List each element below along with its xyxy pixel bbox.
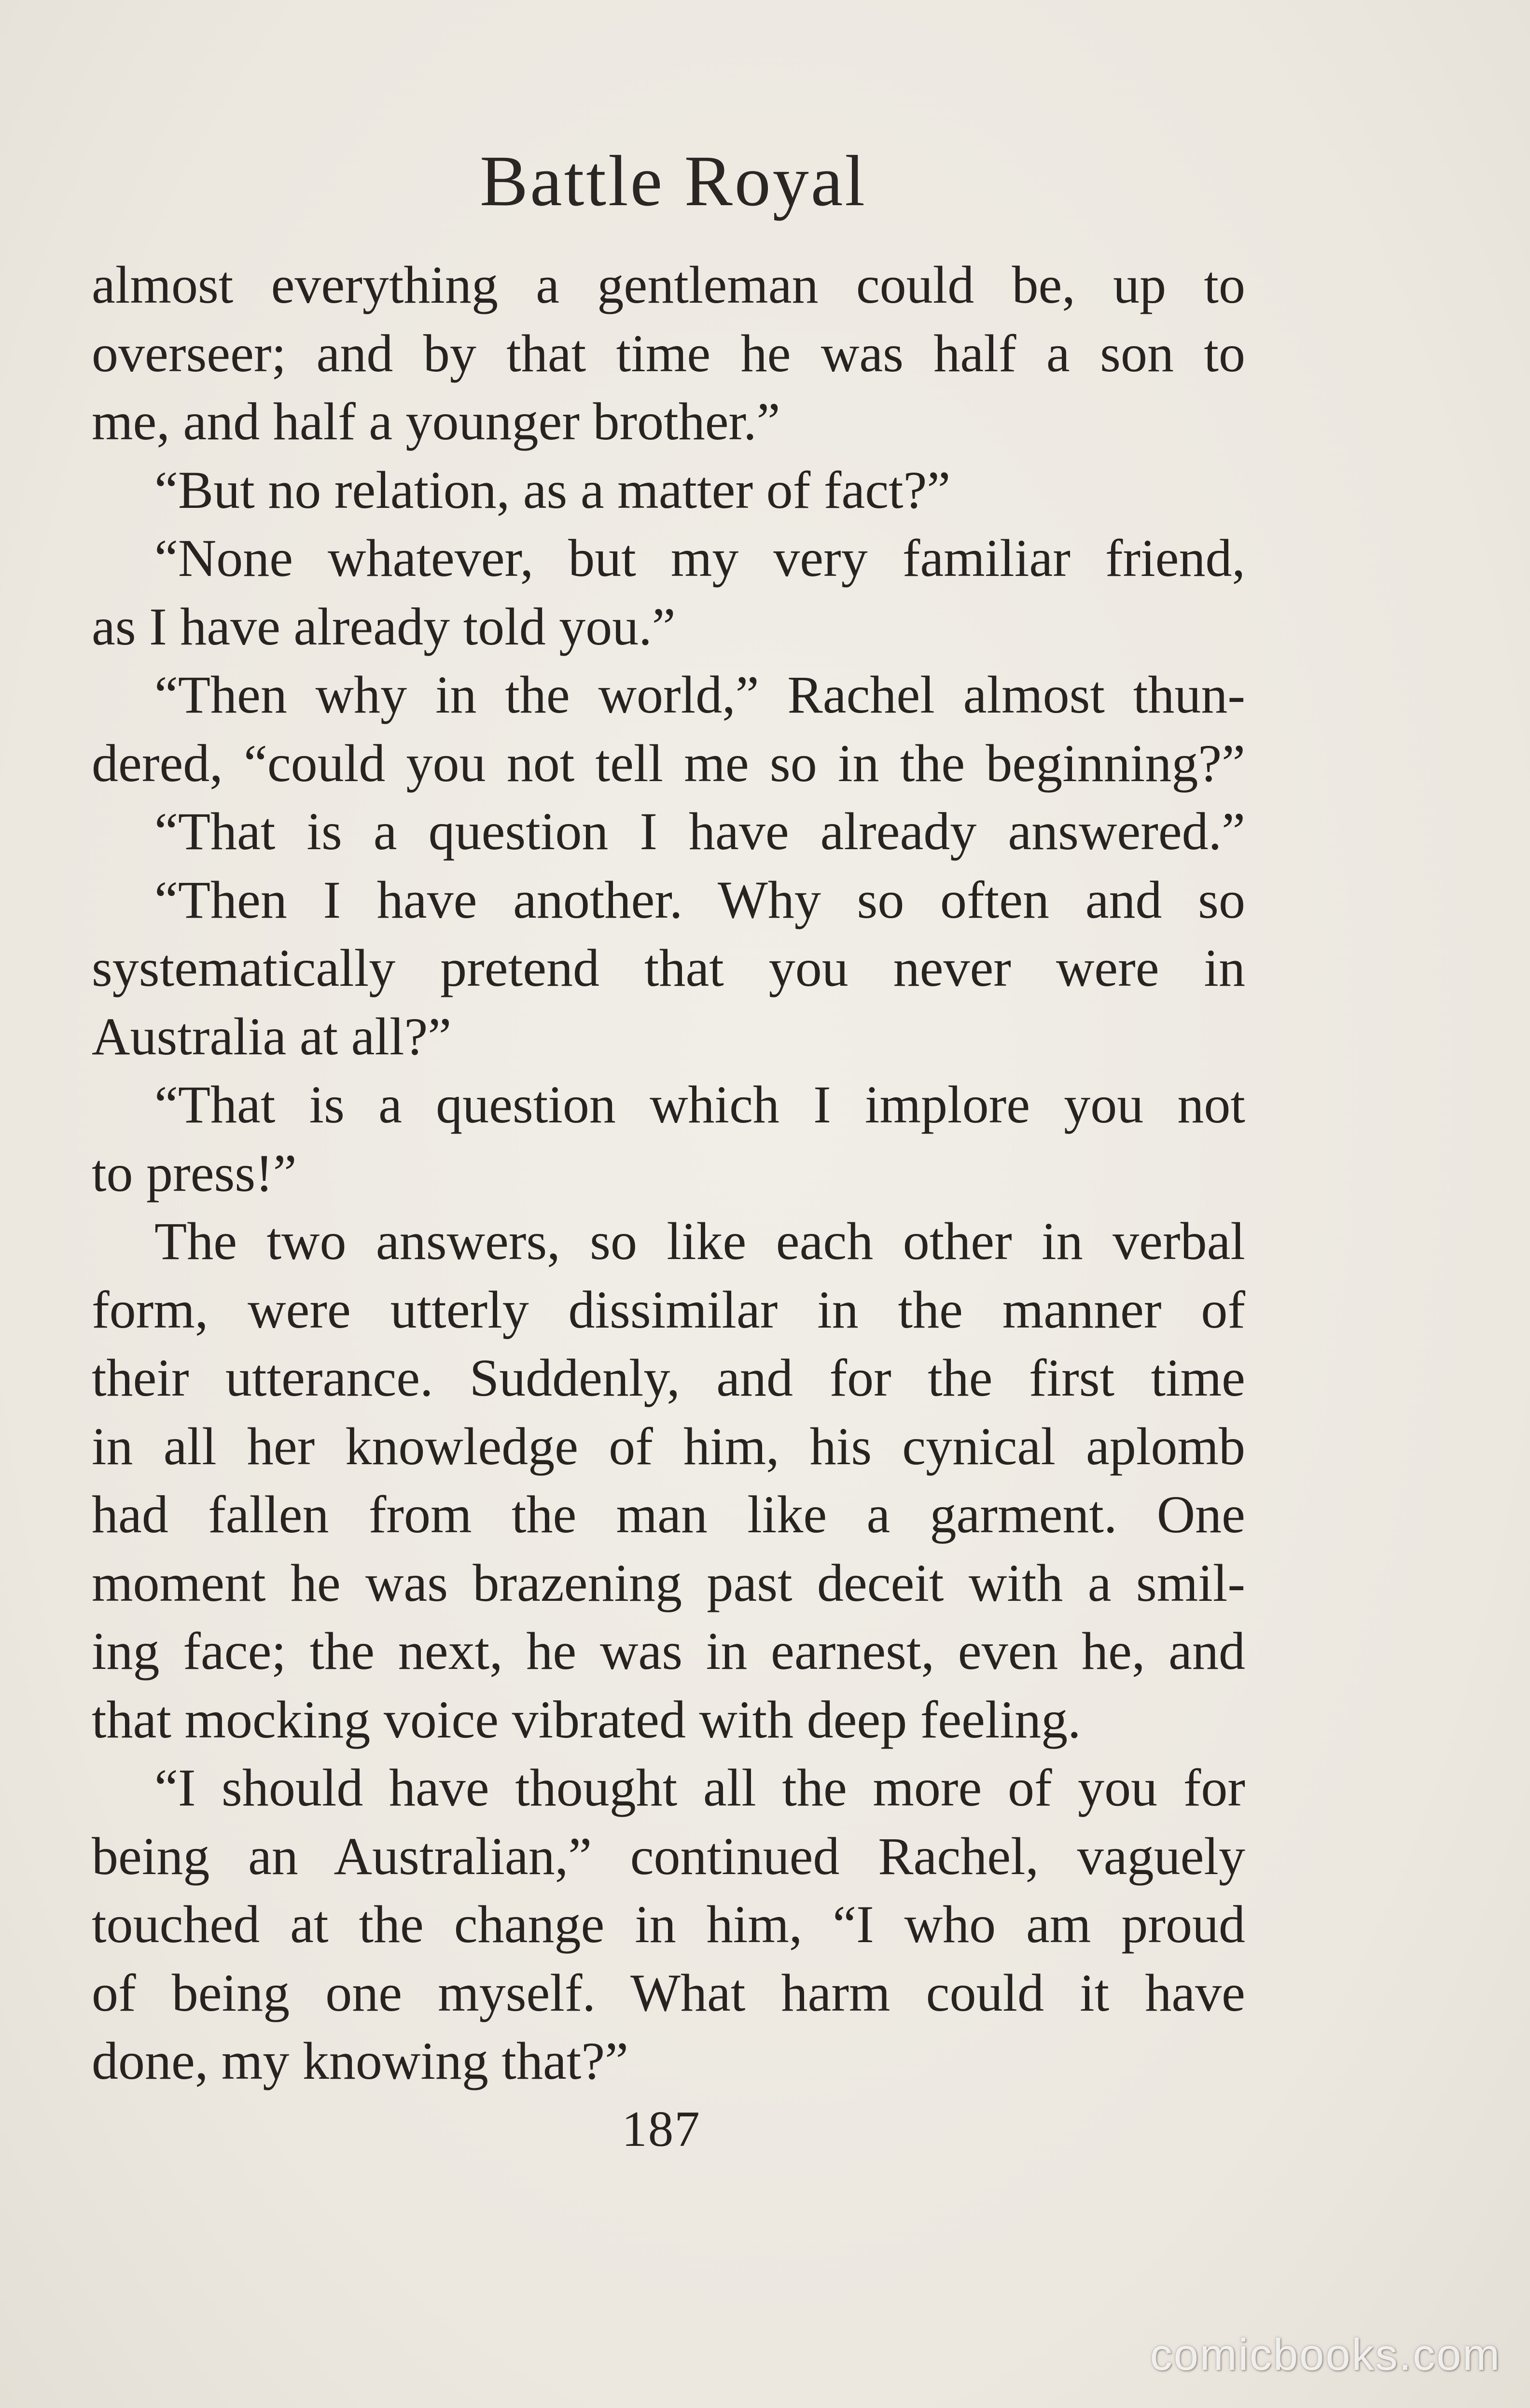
text-line: almost everything a gentleman could be, up to — [92, 255, 1245, 314]
running-head: Battle Royal — [479, 141, 867, 221]
text-line: that mocking voice vibrated with deep feeling. — [92, 1690, 1081, 1749]
text-line: their utterance. Suddenly, and for the first time — [92, 1348, 1245, 1407]
text-line: The two answers, so like each other in verbal — [154, 1212, 1245, 1271]
text-line: had fallen from the man like a garment. One — [92, 1485, 1245, 1544]
text-line: Australia at all?” — [92, 1007, 452, 1066]
text-line: “Then why in the world,” Rachel almost thun- — [154, 665, 1245, 724]
text-line: done, my knowing that?” — [92, 2031, 628, 2090]
watermark: comicbooks.com — [1150, 2330, 1501, 2380]
text-line: to press!” — [92, 1143, 297, 1203]
text-line: “I should have thought all the more of you for — [154, 1758, 1245, 1817]
text-line: “That is a question which I implore you not — [154, 1075, 1245, 1134]
text-line: “But no relation, as a matter of fact?” — [154, 460, 951, 519]
text-line: overseer; and by that time he was half a son to — [92, 323, 1245, 383]
text-line: “That is a question I have already answered.” — [154, 802, 1245, 861]
page-number: 187 — [622, 2100, 701, 2157]
text-line: form, were utterly dissimilar in the manner of — [92, 1280, 1245, 1339]
text-line: of being one myself. What harm could it have — [92, 1963, 1245, 2022]
text-line: moment he was brazening past deceit with a smil- — [92, 1553, 1245, 1612]
text-line: me, and half a younger brother.” — [92, 392, 780, 451]
text-line: systematically pretend that you never were in — [92, 938, 1245, 997]
text-line: “None whatever, but my very familiar friend, — [154, 529, 1245, 588]
text-line: touched at the change in him, “I who am proud — [92, 1895, 1245, 1954]
text-line: ing face; the next, he was in earnest, even he, and — [92, 1622, 1245, 1680]
text-line: in all her knowledge of him, his cynical aplomb — [92, 1416, 1245, 1476]
text-line: as I have already told you.” — [92, 597, 676, 656]
body-text — [92, 251, 1245, 2096]
text-line: dered, “could you not tell me so in the beginning?” — [92, 733, 1245, 793]
text-line: being an Australian,” continued Rachel, vaguely — [92, 1826, 1245, 1886]
text-line: “Then I have another. Why so often and so — [154, 870, 1245, 929]
